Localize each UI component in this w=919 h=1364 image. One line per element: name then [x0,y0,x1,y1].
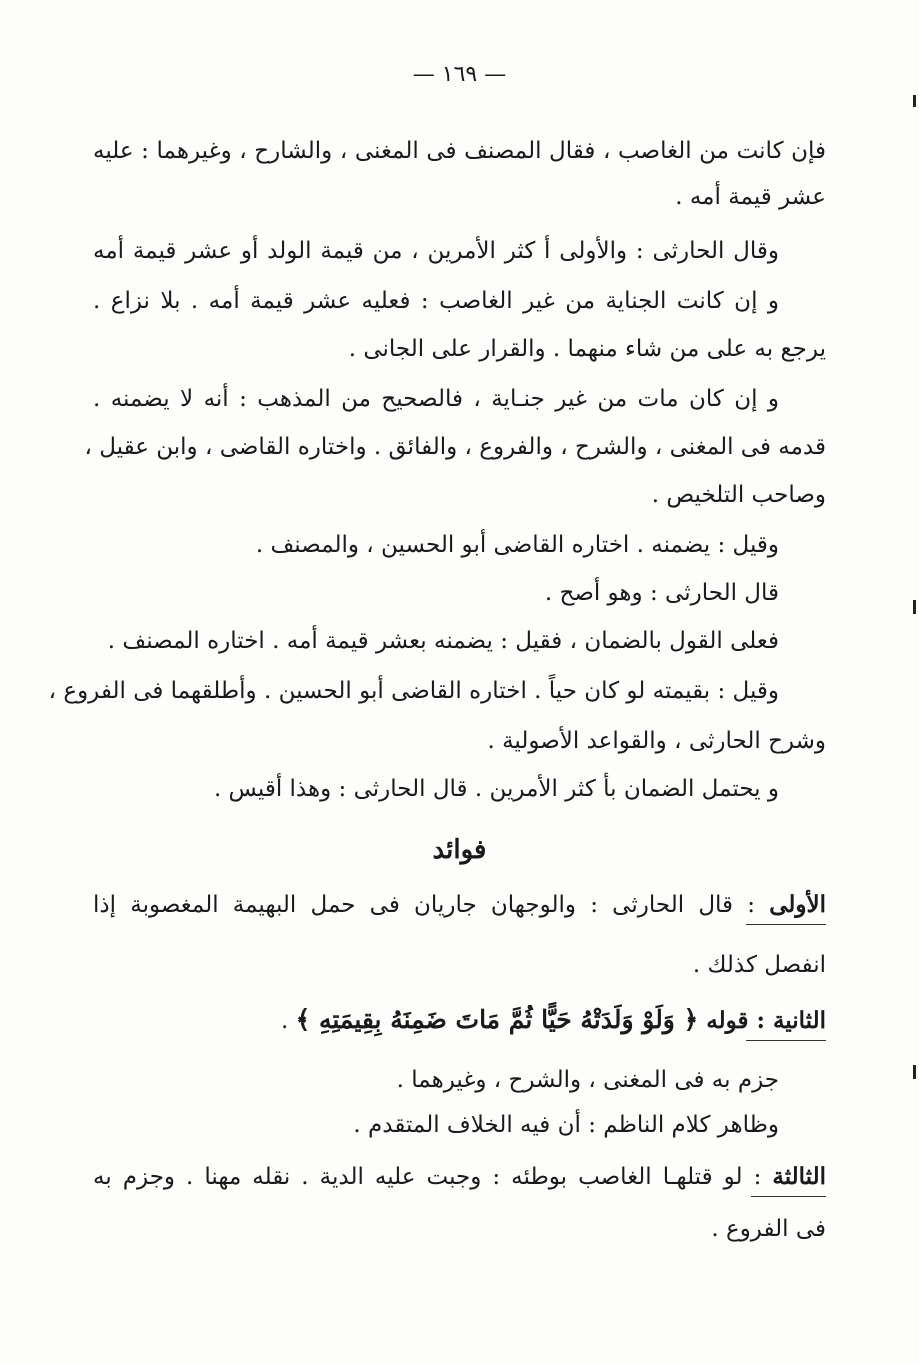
benefit-second [281,1005,826,1036]
text-line: قال الحارثى : وهو أصح . [544,580,779,606]
benefit-first [93,890,826,920]
text-line: فى الفروع . [711,1216,826,1242]
benefit-text: : قوله [698,1007,773,1034]
benefit-label: الأولى [769,891,826,918]
scan-edge-mark [913,95,916,107]
benefit-text: : لو قتلهـا الغاصب بوطئه : وجبت عليه الدية . نقله مهنا . وجزم به [93,1164,773,1190]
benefit-label: الثالثة [772,1163,826,1190]
label-underline [746,1040,826,1041]
benefit-text: . [280,1008,296,1034]
quranic-verse: ﴿ وَلَوْ وَلَدَتْهُ حَيًّا ثُمَّ مَاتَ ضَمِنَهُ بِقِيمَتِهِ ﴾ [295,1005,699,1034]
text-line: يرجع به على من شاء منهما . والقرار على الجانى . [348,336,826,362]
text-line: وقيل : بقيمته لو كان حياً . اختاره القاضى أبو الحسين . وأطلقهما فى الفروع ، [48,678,779,704]
text-line: جزم به فى المغنى ، والشرح ، وغيرهما . [396,1067,779,1093]
benefit-third [93,1162,826,1192]
text-line: و إن كان مات من غير جنـاية ، فالصحيح من المذهب : أنه لا يضمنه . [93,386,779,412]
text-line: انفصل كذلك . [692,952,826,978]
section-heading: فوائد [432,835,487,865]
text-line: وصاحب التلخيص . [651,482,826,508]
text-line: و إن كانت الجناية من غير الغاصب : فعليه عشر قيمة أمه . بلا نزاع . [93,288,779,314]
text-line: وقال الحارثى : والأولى أ كثر الأمرين ، من قيمة الولد أو عشر قيمة أمه [93,238,779,264]
page-number: — ١٦٩ — [412,62,507,87]
text-line: وشرح الحارثى ، والقواعد الأصولية . [487,728,826,754]
text-line: وقيل : يضمنه . اختاره القاضى أبو الحسين ، والمصنف . [255,532,779,558]
text-line: و يحتمل الضمان بأ كثر الأمرين . قال الحارثى : وهذا أقيس . [213,776,779,802]
label-underline [751,1196,826,1197]
text-line: فعلى القول بالضمان ، فقيل : يضمنه بعشر قيمة أمه . اختاره المصنف . [107,628,779,654]
text-line: قدمه فى المغنى ، والشرح ، والفروع ، والفائق . واختاره القاضى ، وابن عقيل ، [84,434,826,460]
scan-edge-mark [913,1065,916,1079]
scan-edge-mark [913,600,916,614]
label-underline [746,924,826,925]
benefit-label: الثانية [772,1007,826,1034]
text-line: وظاهر كلام الناظم : أن فيه الخلاف المتقدم . [353,1112,779,1138]
text-line: فإن كانت من الغاصب ، فقال المصنف فى المغنى ، والشارح ، وغيرهما : عليه [93,138,826,164]
benefit-text: : قال الحارثى : والوجهان جاريان فى حمل البهيمة المغصوبة إذا [93,892,770,918]
text-line: عشر قيمة أمه . [675,184,826,210]
